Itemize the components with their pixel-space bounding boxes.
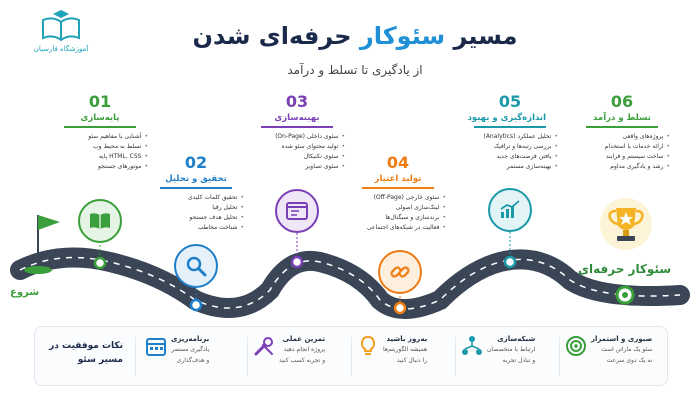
milestone-dot-1 bbox=[95, 258, 105, 268]
tip-desc: سئو یک ماراتن است bbox=[601, 346, 653, 353]
webpage-edit-icon bbox=[286, 201, 308, 221]
tip-title: به‌روز باشید bbox=[386, 335, 428, 343]
tip-title: تمرین عملی bbox=[282, 335, 326, 343]
lightbulb-icon bbox=[357, 335, 379, 357]
step-title: تحقیق و تحلیل bbox=[160, 174, 232, 189]
tip-title: صبوری و استمرار bbox=[591, 335, 653, 343]
step-item: • HTML, CSS پایه bbox=[52, 152, 148, 162]
step-item: • تحلیل هدف جستجو bbox=[148, 213, 244, 223]
trophy-icon bbox=[598, 196, 654, 256]
goal-label: سئوکار حرفه‌ای bbox=[578, 262, 672, 276]
milestone-dot-3 bbox=[292, 257, 302, 267]
step-item: • سئوی داخلی (On-Page) bbox=[249, 132, 345, 142]
milestone-dot-5 bbox=[505, 257, 515, 267]
step-item: • یافتن فرصت‌های جدید bbox=[462, 152, 558, 162]
step-item: • تولید محتوای سئو شده bbox=[249, 142, 345, 152]
divider bbox=[351, 337, 352, 377]
calendar-icon bbox=[145, 335, 167, 357]
step-number: 04 bbox=[386, 153, 410, 172]
step-number: 02 bbox=[184, 153, 208, 172]
tools-icon bbox=[253, 335, 275, 357]
tip-desc: و هدف‌گذاری bbox=[176, 357, 210, 364]
search-icon bbox=[185, 255, 207, 277]
step-item: • فعالیت در شبکه‌های اجتماعی bbox=[350, 223, 446, 233]
book-icon bbox=[89, 212, 111, 230]
step-item: • رشد و یادگیری مداوم bbox=[574, 162, 670, 172]
logo-text: آموزشگاه فارسیان bbox=[33, 45, 89, 53]
step-item: • ارائه خدمات یا استخدام bbox=[574, 142, 670, 152]
target-icon bbox=[565, 335, 587, 357]
book-node bbox=[78, 199, 122, 243]
step-title: اندازه‌گیری و بهبود bbox=[474, 113, 546, 128]
tip-desc: و تبادل تجربه bbox=[502, 357, 536, 364]
step-item: • پروژه‌های واقعی bbox=[574, 132, 670, 142]
network-icon bbox=[461, 335, 483, 357]
step-3 bbox=[249, 92, 345, 172]
tip-practice bbox=[253, 335, 347, 379]
milestone-dot-2 bbox=[191, 300, 201, 310]
step-title: پایه‌سازی bbox=[64, 113, 136, 128]
divider bbox=[247, 337, 248, 377]
divider bbox=[559, 337, 560, 377]
step-item: • بررسی رتبه‌ها و ترافیک bbox=[462, 142, 558, 152]
title-accent: سئوکار bbox=[359, 22, 446, 50]
webpage-node bbox=[275, 189, 319, 233]
tips-heading: نکات موفقیت در مسیر سئو bbox=[49, 341, 123, 365]
tip-patience bbox=[565, 335, 659, 379]
page-subtitle: از یادگیری تا تسلط و درآمد bbox=[287, 63, 423, 77]
step-number: 01 bbox=[88, 92, 112, 111]
step-item: • تحلیل عملکرد (Analytics) bbox=[462, 132, 558, 142]
step-item: • سئوی تکنیکال bbox=[249, 152, 345, 162]
step-title: تولید اعتبار bbox=[362, 174, 434, 189]
step-item: • لینک‌سازی اصولی bbox=[350, 203, 446, 213]
link-node bbox=[378, 250, 422, 294]
success-tips-bar bbox=[34, 326, 668, 386]
tip-desc: و تجربه کسب کنید bbox=[279, 357, 326, 364]
step-item: • تحلیل رقبا bbox=[148, 203, 244, 213]
tip-desc: را دنبال کنید bbox=[396, 357, 428, 364]
step-4 bbox=[350, 153, 446, 233]
step-item: • موتورهای جستجو bbox=[52, 162, 148, 172]
step-item: • بهینه‌سازی مستمر bbox=[462, 162, 558, 172]
step-item: • ساخت سیستم و فرایند bbox=[574, 152, 670, 162]
tip-title: برنامه‌ریزی bbox=[171, 335, 210, 343]
step-title: تسلط و درآمد bbox=[586, 113, 658, 128]
step-item: • آشنایی با مفاهیم سئو bbox=[52, 132, 148, 142]
step-item: • تسلط به محیط وب bbox=[52, 142, 148, 152]
milestone-dot-4 bbox=[395, 303, 405, 313]
step-2 bbox=[148, 153, 244, 233]
title-part1: مسیر bbox=[453, 22, 518, 50]
step-title: بهینه‌سازی bbox=[261, 113, 333, 128]
step-5 bbox=[462, 92, 558, 172]
step-number: 05 bbox=[498, 92, 522, 111]
step-item: • تحقیق کلمات کلیدی bbox=[148, 193, 244, 203]
start-label: شروع bbox=[10, 287, 40, 298]
search-node bbox=[174, 244, 218, 288]
title-part2: حرفه‌ای شدن bbox=[192, 22, 352, 50]
step-item: • برندسازی و سیگنال‌ها bbox=[350, 213, 446, 223]
tip-desc: نه یک دوی سرعت bbox=[606, 357, 653, 364]
divider bbox=[135, 337, 136, 377]
growth-chart-icon bbox=[499, 200, 521, 220]
tip-desc: پروژه انجام دهید bbox=[283, 346, 326, 353]
step-1 bbox=[52, 92, 148, 172]
tip-desc: همیشه الگوریتم‌ها bbox=[383, 346, 428, 353]
start-flag-icon bbox=[38, 215, 60, 230]
step-6 bbox=[574, 92, 670, 172]
step-item: • سئوی خارجی (Off-Page) bbox=[350, 193, 446, 203]
link-icon bbox=[389, 261, 411, 283]
step-number: 06 bbox=[610, 92, 634, 111]
tip-networking bbox=[461, 335, 555, 379]
analytics-node bbox=[488, 188, 532, 232]
tip-title: شبکه‌سازی bbox=[497, 335, 536, 343]
tip-desc: ارتباط با متخصصان bbox=[487, 346, 536, 353]
tip-planning bbox=[145, 335, 239, 379]
step-item: • شناخت مخاطب bbox=[148, 223, 244, 233]
step-item: • سئوی تصاویر bbox=[249, 162, 345, 172]
step-number: 03 bbox=[285, 92, 309, 111]
divider bbox=[455, 337, 456, 377]
tip-desc: یادگیری مستمر bbox=[171, 346, 210, 353]
tip-stay-updated bbox=[357, 335, 451, 379]
